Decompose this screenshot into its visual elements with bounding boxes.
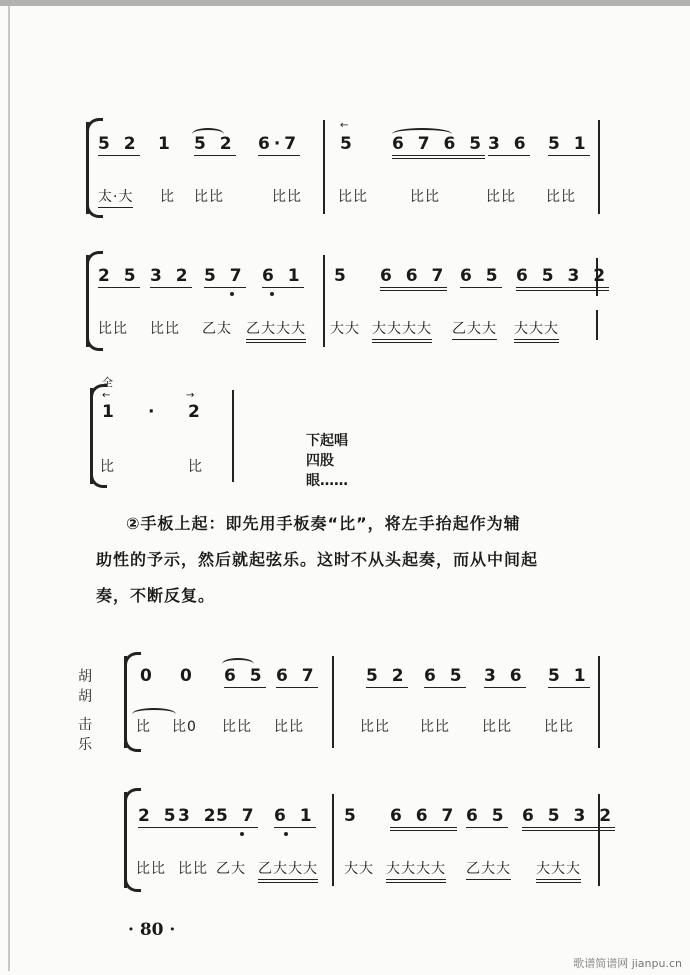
percussion-group: 比	[188, 459, 203, 475]
note-group: 0	[140, 666, 156, 686]
note-group: 5 7	[216, 806, 258, 826]
note-group: 5 2	[366, 666, 408, 686]
percussion-group: 比比	[150, 321, 180, 337]
barline-end	[596, 310, 598, 340]
note-group: 6 5	[224, 666, 266, 686]
left-edge-line	[8, 6, 10, 971]
instrument-label-huqin: 胡胡	[78, 669, 92, 705]
note-group: 0	[180, 666, 196, 686]
note-group: 3 6	[484, 666, 526, 686]
barline	[323, 255, 325, 347]
note-group: 6 6 7	[390, 806, 457, 831]
note-group: 5	[344, 806, 360, 826]
percussion-group: 大大大大	[386, 858, 446, 883]
site-watermark: 歌谱简谱网 jianpu.cn	[573, 957, 682, 970]
percussion-group: 大大	[330, 321, 360, 337]
octave-dot	[230, 292, 234, 296]
percussion-group: 乙大大	[466, 858, 511, 880]
accent-mark: →	[186, 390, 195, 401]
barline	[323, 120, 325, 214]
percussion-group: 比比	[360, 719, 390, 735]
note-group: 6 5	[460, 266, 502, 286]
percussion-group: 乙大大大	[258, 858, 318, 883]
page-number: · 80 ·	[128, 920, 176, 940]
percussion-group: 乙大大	[452, 318, 497, 340]
note-group: 6 5	[466, 806, 508, 826]
percussion-group: 大大大	[536, 858, 581, 883]
barline	[332, 656, 334, 748]
percussion-group: 比比	[222, 719, 252, 735]
percussion-group: 比比	[546, 189, 576, 205]
percussion-group: 比比	[136, 861, 166, 877]
note-group: 6 7 6 5	[392, 134, 485, 159]
note-group: 5 2	[194, 134, 236, 154]
note-group: 6 1	[274, 806, 316, 826]
note-group: 6 5	[424, 666, 466, 686]
note-group: 5	[334, 266, 350, 286]
note-group: 5 1	[548, 666, 590, 686]
note-group: 3 2	[178, 806, 220, 826]
explanation-paragraph	[96, 506, 616, 614]
note-group: 5 1	[548, 134, 590, 154]
system-brace	[86, 255, 89, 347]
percussion-group: 比比	[98, 321, 128, 337]
accent-mark: ←	[340, 120, 349, 131]
percussion-group: 比0	[172, 719, 197, 735]
percussion-group: 比	[136, 719, 151, 735]
note-group: 6 6 7	[380, 266, 447, 291]
note-group: 6 5 3 2	[522, 806, 615, 831]
percussion-group: 比比	[272, 189, 302, 205]
note-group: 6·7	[258, 134, 301, 154]
note-group: 1	[102, 402, 118, 422]
percussion-group: 大大大	[514, 318, 559, 343]
percussion-group: 比比	[338, 189, 368, 205]
top-edge-line	[0, 0, 690, 6]
percussion-group: 比比	[410, 189, 440, 205]
percussion-group: 比	[160, 189, 175, 205]
percussion-group: 比比	[544, 719, 574, 735]
paragraph-line: 助性的予示，然后就起弦乐。这时不从头起奏，而从中间起	[96, 550, 539, 569]
note-group: 5 2	[98, 134, 140, 154]
percussion-group: 比比	[482, 719, 512, 735]
octave-dot	[284, 832, 288, 836]
note-group: ·	[148, 402, 159, 422]
barline	[232, 390, 234, 482]
note-group: 5	[340, 134, 356, 154]
octave-dot	[270, 292, 274, 296]
system-brace	[90, 388, 93, 484]
percussion-group: 太·大	[98, 186, 133, 208]
note-group: 2	[188, 402, 204, 422]
percussion-group: 比	[100, 459, 115, 475]
note-group: 3 2	[150, 266, 192, 286]
percussion-group: 比比	[178, 861, 208, 877]
percussion-group: 比比	[486, 189, 516, 205]
percussion-group: 乙太	[202, 321, 232, 337]
barline-end	[598, 120, 600, 214]
paragraph-line: 奏，不断反复。	[96, 586, 216, 605]
note-group: 6 1	[262, 266, 304, 286]
percussion-group: 比比	[194, 189, 224, 205]
section-note: 下起唱四股眼……	[306, 433, 348, 489]
percussion-group: 大大	[344, 861, 374, 877]
tutti-mark: 全	[102, 376, 113, 389]
system-brace	[124, 656, 127, 748]
barline-end	[598, 656, 600, 748]
note-group: 6 5 3 2	[516, 266, 609, 291]
system-brace	[86, 122, 89, 214]
note-group: 6 7	[276, 666, 318, 686]
note-group: 2 5	[138, 806, 180, 826]
octave-dot	[240, 832, 244, 836]
instrument-label-percussion: 击乐	[78, 717, 92, 753]
note-group: 2 5	[98, 266, 140, 286]
percussion-group: 比比	[420, 719, 450, 735]
note-group: 3 6	[488, 134, 530, 154]
percussion-group: 乙大大大	[246, 318, 306, 343]
percussion-group: 乙大	[216, 861, 246, 877]
percussion-group: 比比	[274, 719, 304, 735]
accent-mark: ←	[102, 390, 111, 401]
barline	[332, 794, 334, 886]
note-group: 1	[158, 134, 174, 154]
note-group: 5 7	[204, 266, 246, 286]
system-brace	[124, 792, 127, 888]
percussion-group: 大大大大	[372, 318, 432, 343]
paragraph-line: ②手板上起：即先用手板奏“比”，将左手抬起作为辅	[126, 514, 521, 533]
